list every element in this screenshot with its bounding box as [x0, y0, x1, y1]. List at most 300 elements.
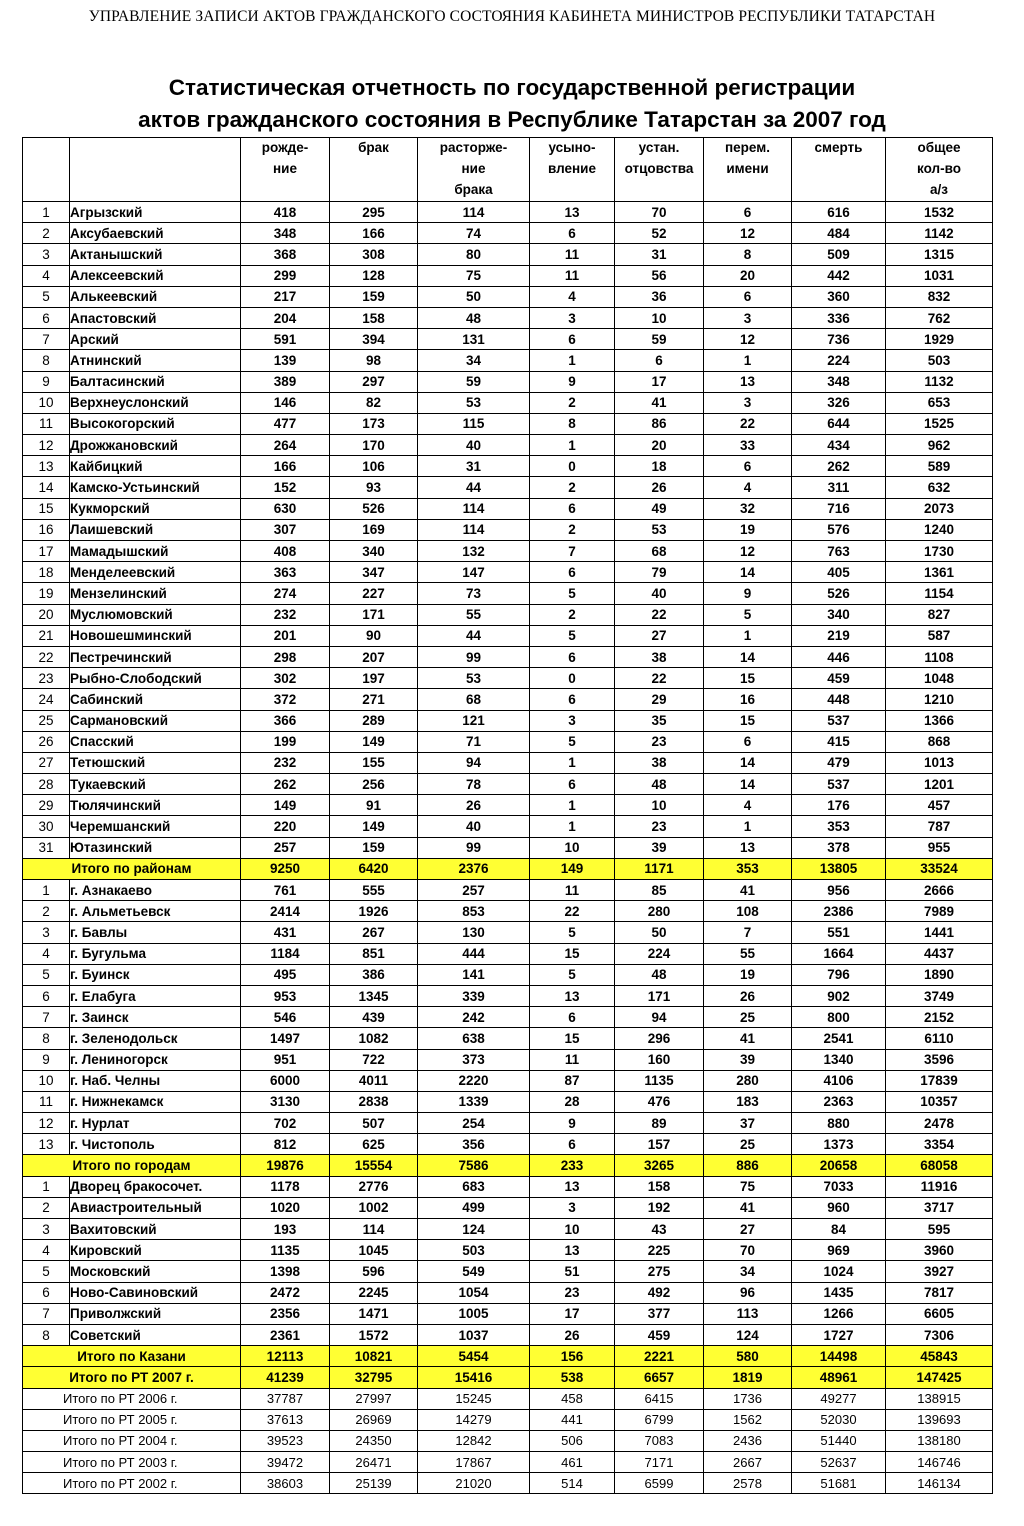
value-paternity: 86: [615, 413, 704, 434]
city-row: [23, 1134, 993, 1155]
value-adoptions: 2: [530, 519, 615, 540]
value-births: 2414: [241, 901, 330, 922]
value-total-records: 632: [886, 477, 993, 498]
row-number: 9: [23, 371, 70, 392]
value-total-records: 1361: [886, 562, 993, 583]
row-name: Мамадышский: [70, 541, 241, 562]
value-name-changes: 5: [704, 604, 792, 625]
total-adoptions: 538: [530, 1367, 615, 1388]
header-cell-paternity: [615, 138, 704, 202]
value-adoptions: 15: [530, 943, 615, 964]
table-header-row: [23, 138, 993, 202]
prev-total-records: 139693: [886, 1409, 993, 1430]
districts-total-row: [23, 858, 993, 879]
previous-year-row: [23, 1452, 993, 1473]
row-number: 3: [23, 1219, 70, 1240]
value-name-changes: 113: [704, 1303, 792, 1324]
row-number: 11: [23, 413, 70, 434]
district-row: [23, 498, 993, 519]
value-deaths: 800: [792, 1007, 886, 1028]
value-divorces: 99: [418, 646, 530, 667]
value-paternity: 476: [615, 1091, 704, 1112]
total-total-records: 45843: [886, 1346, 993, 1367]
row-name: Авиастроительный: [70, 1197, 241, 1218]
value-divorces: 114: [418, 519, 530, 540]
value-marriages: 1002: [330, 1197, 418, 1218]
header-line: рожде-: [261, 140, 309, 155]
value-births: 1184: [241, 943, 330, 964]
value-deaths: 484: [792, 223, 886, 244]
value-deaths: 348: [792, 371, 886, 392]
value-marriages: 159: [330, 837, 418, 858]
total-marriages: 6420: [330, 858, 418, 879]
value-total-records: 589: [886, 456, 993, 477]
value-marriages: 197: [330, 668, 418, 689]
value-births: 951: [241, 1049, 330, 1070]
total-adoptions: 156: [530, 1346, 615, 1367]
value-deaths: 616: [792, 202, 886, 223]
value-births: 262: [241, 774, 330, 795]
value-deaths: 479: [792, 752, 886, 773]
value-marriages: 1572: [330, 1324, 418, 1345]
value-adoptions: 4: [530, 286, 615, 307]
kazan-district-row: [23, 1261, 993, 1282]
value-name-changes: 9: [704, 583, 792, 604]
header-cell-adoptions: [530, 138, 615, 202]
row-name: Актанышский: [70, 244, 241, 265]
value-name-changes: 6: [704, 286, 792, 307]
row-name: г. Чистополь: [70, 1134, 241, 1155]
value-name-changes: 8: [704, 244, 792, 265]
prev-births: 39523: [241, 1430, 330, 1451]
value-births: 1135: [241, 1240, 330, 1261]
district-row: [23, 350, 993, 371]
value-adoptions: 11: [530, 1049, 615, 1070]
value-name-changes: 4: [704, 795, 792, 816]
value-paternity: 171: [615, 985, 704, 1006]
city-row: [23, 901, 993, 922]
value-marriages: 2245: [330, 1282, 418, 1303]
value-name-changes: 75: [704, 1176, 792, 1197]
value-total-records: 1013: [886, 752, 993, 773]
total-deaths: 48961: [792, 1367, 886, 1388]
value-births: 307: [241, 519, 330, 540]
value-divorces: 115: [418, 413, 530, 434]
value-paternity: 10: [615, 795, 704, 816]
value-adoptions: 5: [530, 964, 615, 985]
total-label: Итого по РТ 2007 г.: [23, 1367, 241, 1388]
value-births: 302: [241, 668, 330, 689]
value-adoptions: 5: [530, 922, 615, 943]
value-divorces: 55: [418, 604, 530, 625]
row-number: 4: [23, 1240, 70, 1261]
total-paternity: 6657: [615, 1367, 704, 1388]
value-births: 389: [241, 371, 330, 392]
total-divorces: 7586: [418, 1155, 530, 1176]
value-name-changes: 41: [704, 1028, 792, 1049]
total-adoptions: 233: [530, 1155, 615, 1176]
value-paternity: 52: [615, 223, 704, 244]
prev-marriages: 26471: [330, 1452, 418, 1473]
value-divorces: 638: [418, 1028, 530, 1049]
statistics-table: [22, 137, 993, 1494]
district-row: [23, 286, 993, 307]
value-births: 264: [241, 435, 330, 456]
value-births: 495: [241, 964, 330, 985]
total-label: Итого по городам: [23, 1155, 241, 1176]
city-row: [23, 880, 993, 901]
value-adoptions: 8: [530, 413, 615, 434]
row-number: 8: [23, 350, 70, 371]
value-name-changes: 6: [704, 456, 792, 477]
total-deaths: 14498: [792, 1346, 886, 1367]
total-divorces: 2376: [418, 858, 530, 879]
value-adoptions: 11: [530, 880, 615, 901]
header-line: [792, 180, 885, 201]
value-deaths: 526: [792, 583, 886, 604]
row-number: 21: [23, 625, 70, 646]
total-marriages: 15554: [330, 1155, 418, 1176]
value-total-records: 827: [886, 604, 993, 625]
value-total-records: 6110: [886, 1028, 993, 1049]
value-divorces: 356: [418, 1134, 530, 1155]
value-births: 217: [241, 286, 330, 307]
row-number: 3: [23, 922, 70, 943]
row-name: Мензелинский: [70, 583, 241, 604]
value-adoptions: 13: [530, 202, 615, 223]
value-divorces: 44: [418, 477, 530, 498]
value-deaths: 405: [792, 562, 886, 583]
kazan-district-row: [23, 1282, 993, 1303]
value-marriages: 722: [330, 1049, 418, 1070]
table-body: [23, 202, 993, 1494]
value-adoptions: 10: [530, 837, 615, 858]
value-divorces: 71: [418, 731, 530, 752]
value-name-changes: 27: [704, 1219, 792, 1240]
row-number: 5: [23, 286, 70, 307]
value-paternity: 39: [615, 837, 704, 858]
value-name-changes: 108: [704, 901, 792, 922]
value-name-changes: 1: [704, 625, 792, 646]
value-deaths: 448: [792, 689, 886, 710]
value-divorces: 339: [418, 985, 530, 1006]
district-row: [23, 562, 993, 583]
prev-paternity: 6599: [615, 1473, 704, 1494]
row-name: Балтасинский: [70, 371, 241, 392]
value-paternity: 40: [615, 583, 704, 604]
value-total-records: 2666: [886, 880, 993, 901]
value-births: 257: [241, 837, 330, 858]
value-total-records: 1532: [886, 202, 993, 223]
row-number: 7: [23, 1303, 70, 1324]
header-line: [704, 180, 791, 201]
value-births: 348: [241, 223, 330, 244]
total-label: Итого по районам: [23, 858, 241, 879]
row-name: Менделеевский: [70, 562, 241, 583]
value-divorces: 242: [418, 1007, 530, 1028]
value-name-changes: 12: [704, 329, 792, 350]
row-number: 2: [23, 1197, 70, 1218]
district-row: [23, 456, 993, 477]
value-deaths: 336: [792, 307, 886, 328]
district-row: [23, 371, 993, 392]
value-adoptions: 2: [530, 392, 615, 413]
value-adoptions: 22: [530, 901, 615, 922]
prev-births: 38603: [241, 1473, 330, 1494]
total-adoptions: 149: [530, 858, 615, 879]
value-paternity: 158: [615, 1176, 704, 1197]
value-deaths: 2363: [792, 1091, 886, 1112]
value-adoptions: 1: [530, 795, 615, 816]
row-number: 9: [23, 1049, 70, 1070]
value-total-records: 1441: [886, 922, 993, 943]
value-deaths: 84: [792, 1219, 886, 1240]
value-marriages: 173: [330, 413, 418, 434]
row-number: 1: [23, 1176, 70, 1197]
header-line: вление: [548, 161, 596, 176]
value-divorces: 549: [418, 1261, 530, 1282]
value-adoptions: 15: [530, 1028, 615, 1049]
value-paternity: 275: [615, 1261, 704, 1282]
row-number: 8: [23, 1028, 70, 1049]
total-births: 12113: [241, 1346, 330, 1367]
value-paternity: 1135: [615, 1070, 704, 1091]
total-births: 9250: [241, 858, 330, 879]
total-total-records: 68058: [886, 1155, 993, 1176]
kazan-district-row: [23, 1240, 993, 1261]
value-marriages: 155: [330, 752, 418, 773]
value-name-changes: 96: [704, 1282, 792, 1303]
value-name-changes: 124: [704, 1324, 792, 1345]
value-marriages: 295: [330, 202, 418, 223]
value-deaths: 2386: [792, 901, 886, 922]
value-total-records: 1240: [886, 519, 993, 540]
value-deaths: 880: [792, 1113, 886, 1134]
kazan-district-row: [23, 1324, 993, 1345]
district-row: [23, 329, 993, 350]
value-divorces: 2220: [418, 1070, 530, 1091]
row-number: 6: [23, 985, 70, 1006]
value-total-records: 595: [886, 1219, 993, 1240]
value-name-changes: 19: [704, 964, 792, 985]
value-total-records: 832: [886, 286, 993, 307]
row-name: Алькеевский: [70, 286, 241, 307]
value-divorces: 114: [418, 202, 530, 223]
value-total-records: 2478: [886, 1113, 993, 1134]
value-marriages: 2838: [330, 1091, 418, 1112]
row-name: Арский: [70, 329, 241, 350]
value-divorces: 48: [418, 307, 530, 328]
header-cell-name: [70, 138, 241, 202]
value-deaths: 736: [792, 329, 886, 350]
value-marriages: 439: [330, 1007, 418, 1028]
prev-total-records: 138915: [886, 1388, 993, 1409]
value-births: 201: [241, 625, 330, 646]
value-births: 431: [241, 922, 330, 943]
value-marriages: 207: [330, 646, 418, 667]
value-deaths: 716: [792, 498, 886, 519]
value-adoptions: 10: [530, 1219, 615, 1240]
prev-total-records: 146746: [886, 1452, 993, 1473]
value-name-changes: 22: [704, 413, 792, 434]
prev-divorces: 15245: [418, 1388, 530, 1409]
value-adoptions: 13: [530, 985, 615, 1006]
header-line: [792, 159, 885, 180]
value-deaths: 1373: [792, 1134, 886, 1155]
value-paternity: 22: [615, 604, 704, 625]
row-name: г. Бавлы: [70, 922, 241, 943]
value-births: 199: [241, 731, 330, 752]
value-deaths: 224: [792, 350, 886, 371]
prev-births: 39472: [241, 1452, 330, 1473]
value-births: 149: [241, 795, 330, 816]
value-births: 630: [241, 498, 330, 519]
value-deaths: 576: [792, 519, 886, 540]
district-row: [23, 583, 993, 604]
value-total-records: 1366: [886, 710, 993, 731]
total-name-changes: 353: [704, 858, 792, 879]
total-births: 41239: [241, 1367, 330, 1388]
value-total-records: 955: [886, 837, 993, 858]
row-name: Верхнеуслонский: [70, 392, 241, 413]
value-births: 152: [241, 477, 330, 498]
value-births: 1178: [241, 1176, 330, 1197]
row-name: Кукморский: [70, 498, 241, 519]
district-row: [23, 202, 993, 223]
row-name: Новошешминский: [70, 625, 241, 646]
value-name-changes: 41: [704, 880, 792, 901]
value-total-records: 2073: [886, 498, 993, 519]
header-line: [241, 180, 329, 201]
value-name-changes: 32: [704, 498, 792, 519]
city-row: [23, 1028, 993, 1049]
total-label: Итого по Казани: [23, 1346, 241, 1367]
value-deaths: 969: [792, 1240, 886, 1261]
district-row: [23, 731, 993, 752]
value-marriages: 1045: [330, 1240, 418, 1261]
value-marriages: 297: [330, 371, 418, 392]
city-row: [23, 1007, 993, 1028]
header-cell-births: [241, 138, 330, 202]
row-name: Кировский: [70, 1240, 241, 1261]
value-paternity: 41: [615, 392, 704, 413]
value-deaths: 459: [792, 668, 886, 689]
value-paternity: 20: [615, 435, 704, 456]
value-deaths: 311: [792, 477, 886, 498]
prev-paternity: 7083: [615, 1430, 704, 1451]
value-marriages: 308: [330, 244, 418, 265]
value-total-records: 10357: [886, 1091, 993, 1112]
prev-births: 37613: [241, 1409, 330, 1430]
value-divorces: 254: [418, 1113, 530, 1134]
row-number: 14: [23, 477, 70, 498]
value-total-records: 3596: [886, 1049, 993, 1070]
value-name-changes: 12: [704, 223, 792, 244]
value-divorces: 1037: [418, 1324, 530, 1345]
value-adoptions: 87: [530, 1070, 615, 1091]
value-total-records: 3960: [886, 1240, 993, 1261]
value-deaths: 796: [792, 964, 886, 985]
value-marriages: 149: [330, 816, 418, 837]
kazan-district-row: [23, 1176, 993, 1197]
row-name: Тюлячинский: [70, 795, 241, 816]
value-births: 591: [241, 329, 330, 350]
value-adoptions: 6: [530, 1007, 615, 1028]
value-deaths: 340: [792, 604, 886, 625]
district-row: [23, 519, 993, 540]
row-name: Спасский: [70, 731, 241, 752]
row-name: Сармановский: [70, 710, 241, 731]
total-marriages: 32795: [330, 1367, 418, 1388]
row-name: г. Бугульма: [70, 943, 241, 964]
value-paternity: 160: [615, 1049, 704, 1070]
row-name: г. Нижнекамск: [70, 1091, 241, 1112]
value-name-changes: 4: [704, 477, 792, 498]
value-total-records: 503: [886, 350, 993, 371]
city-row: [23, 964, 993, 985]
header-line: [615, 180, 703, 201]
value-paternity: 56: [615, 265, 704, 286]
value-divorces: 75: [418, 265, 530, 286]
value-marriages: 82: [330, 392, 418, 413]
total-paternity: 3265: [615, 1155, 704, 1176]
value-name-changes: 280: [704, 1070, 792, 1091]
value-births: 2356: [241, 1303, 330, 1324]
value-name-changes: 41: [704, 1197, 792, 1218]
row-name: г. Альметьевск: [70, 901, 241, 922]
value-divorces: 131: [418, 329, 530, 350]
value-deaths: 4106: [792, 1070, 886, 1091]
value-marriages: 596: [330, 1261, 418, 1282]
prev-name-changes: 1736: [704, 1388, 792, 1409]
value-divorces: 147: [418, 562, 530, 583]
value-births: 953: [241, 985, 330, 1006]
value-total-records: 7817: [886, 1282, 993, 1303]
value-divorces: 80: [418, 244, 530, 265]
row-number: 5: [23, 964, 70, 985]
row-name: Атнинский: [70, 350, 241, 371]
value-births: 146: [241, 392, 330, 413]
district-row: [23, 816, 993, 837]
value-name-changes: 14: [704, 562, 792, 583]
previous-year-label: Итого по РТ 2002 г.: [23, 1473, 241, 1494]
value-births: 761: [241, 880, 330, 901]
district-row: [23, 646, 993, 667]
value-paternity: 225: [615, 1240, 704, 1261]
header-line: устан.: [638, 140, 680, 155]
value-deaths: 219: [792, 625, 886, 646]
value-name-changes: 25: [704, 1007, 792, 1028]
row-number: 30: [23, 816, 70, 837]
value-paternity: 492: [615, 1282, 704, 1303]
value-deaths: 509: [792, 244, 886, 265]
row-number: 7: [23, 329, 70, 350]
previous-year-label: Итого по РТ 2003 г.: [23, 1452, 241, 1473]
value-paternity: 48: [615, 964, 704, 985]
value-deaths: 1266: [792, 1303, 886, 1324]
row-number: 12: [23, 435, 70, 456]
value-adoptions: 6: [530, 223, 615, 244]
value-marriages: 1345: [330, 985, 418, 1006]
value-deaths: 434: [792, 435, 886, 456]
value-total-records: 2152: [886, 1007, 993, 1028]
value-marriages: 93: [330, 477, 418, 498]
row-number: 24: [23, 689, 70, 710]
value-divorces: 40: [418, 816, 530, 837]
value-paternity: 157: [615, 1134, 704, 1155]
prev-paternity: 6799: [615, 1409, 704, 1430]
value-name-changes: 3: [704, 307, 792, 328]
